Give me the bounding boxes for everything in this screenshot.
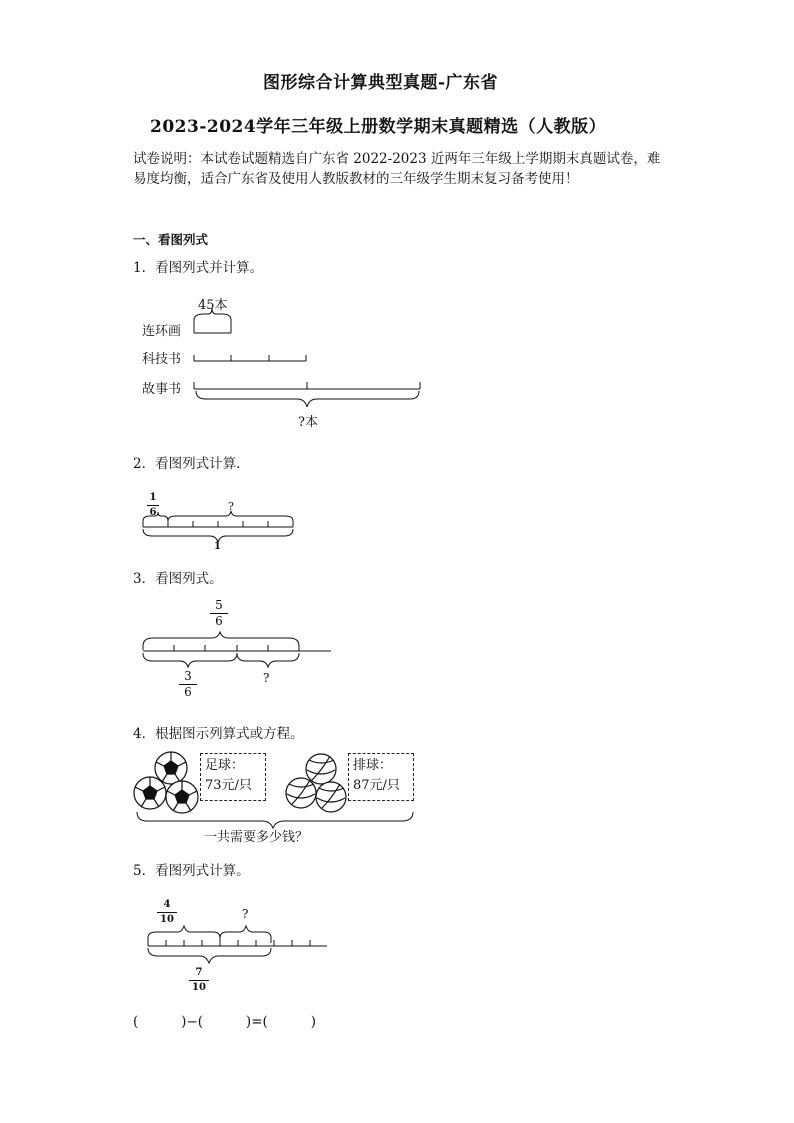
page-title-line2: 2023-2024学年三年级上册数学期末真题精选（人教版） [150, 117, 607, 137]
q3-bottom-den: 6 [184, 685, 192, 699]
page-title-line1: 图形综合计算典型真题-广东省 [263, 73, 499, 93]
section-heading: 一、看图列式 [133, 232, 209, 247]
q1-row-label-comics: 连环画 [142, 324, 182, 339]
q1-prompt: 1．看图列式并计算。 [133, 260, 264, 276]
q5-bottom-den: 10 [192, 982, 206, 993]
q5-prompt: 5．看图列式计算。 [133, 863, 250, 879]
q4-box2-line1: 排球： [353, 758, 393, 773]
q5-top-num: 4 [163, 899, 171, 910]
q2-bottom-label: 1 [214, 541, 221, 552]
q3-question-mark: ? [263, 671, 270, 685]
q2-frac-den: 6 [149, 507, 157, 518]
q5-question-mark: ? [242, 907, 249, 921]
q5-bottom-num: 7 [195, 967, 203, 978]
q4-box1-line1: 足球： [205, 758, 245, 773]
q2-question-mark: ? [228, 500, 234, 513]
q3-top-num: 5 [215, 598, 223, 612]
q4-box1-line2: 73元/只 [205, 778, 252, 793]
q3-top-den: 6 [215, 614, 223, 628]
q1-top-label: 45本 [198, 298, 228, 313]
q2-frac-num: 1 [149, 492, 157, 503]
q4-prompt: 4．根据图示列算式或方程。 [133, 726, 304, 742]
q2-prompt: 2．看图列式计算． [133, 456, 250, 472]
q5-equation: ( )−( )=( ) [133, 1014, 316, 1030]
q3-bottom-num: 3 [184, 669, 192, 683]
exam-note-line1: 试卷说明：本试卷试题精选自广东省 2022-2023 近两年三年级上学期期末真题试卷，难 [133, 151, 661, 167]
exam-note-line2: 易度均衡，适合广东省及使用人教版教材的三年级学生期末复习备考使用！ [133, 171, 579, 187]
q3-prompt: 3．看图列式。 [133, 571, 223, 587]
q1-row-label-science: 科技书 [142, 352, 182, 367]
q5-top-den: 10 [160, 914, 174, 925]
q1-bottom-label: ?本 [298, 415, 318, 430]
q4-box2-line2: 87元/只 [353, 778, 400, 793]
q1-row-label-stories: 故事书 [142, 382, 182, 397]
q4-bottom-label: 一共需要多少钱？ [204, 830, 309, 845]
